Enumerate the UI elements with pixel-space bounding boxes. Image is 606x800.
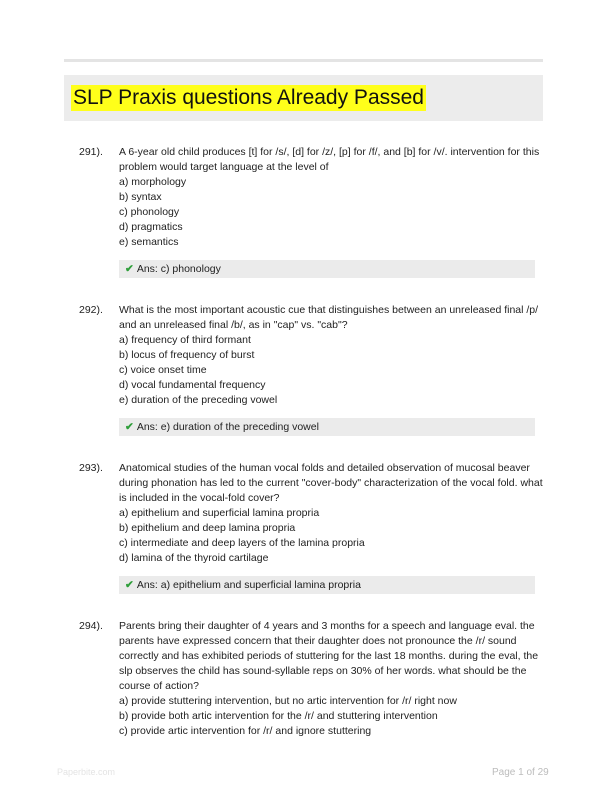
option-c: c) phonology: [119, 206, 180, 218]
option-e: e) duration of the preceding vowel: [119, 394, 278, 406]
option-b: b) locus of frequency of burst: [119, 349, 255, 361]
top-divider: [64, 59, 543, 62]
question-text: A 6-year old child produces [t] for /s/, [d] for /z/, [p] for /f/, and [b] for /v/. intervention for this problem would target language at the level of: [119, 146, 540, 173]
question-text: What is the most important acoustic cue that distinguishes between an unreleased final /p/ and an unreleased final /b/, as in "cap" vs. "cab"?: [119, 304, 539, 331]
answer-text: a) epithelium and superficial lamina propria: [160, 579, 361, 591]
option-d: d) lamina of the thyroid cartilage: [119, 552, 269, 564]
question-291: [79, 145, 549, 278]
check-icon: ✔: [125, 421, 134, 433]
option-d: d) pragmatics: [119, 221, 183, 233]
question-number: 292).: [79, 304, 103, 316]
option-b: b) epithelium and deep lamina propria: [119, 522, 296, 534]
answer-prefix: Ans:: [136, 263, 161, 275]
answer-prefix: Ans:: [136, 579, 161, 591]
footer-site: Paperbite.com: [57, 767, 116, 777]
option-a: a) epithelium and superficial lamina propria: [119, 507, 320, 519]
check-icon: ✔: [125, 579, 134, 591]
option-b: b) provide both artic intervention for the /r/ and stuttering intervention: [119, 710, 438, 722]
answer-box: [119, 576, 535, 594]
answer-box: [119, 418, 535, 436]
title-bar: [64, 75, 543, 121]
question-text: Anatomical studies of the human vocal folds and detailed observation of mucosal beaver during phonation has led to the current "cover-body" characterization of the vocal fold. what is included in the vocal-fold cover?: [119, 462, 543, 504]
answer-text: c) phonology: [160, 263, 221, 275]
question-number: 291).: [79, 146, 103, 158]
option-c: c) intermediate and deep layers of the lamina propria: [119, 537, 365, 549]
question-number: 293).: [79, 462, 103, 474]
option-e: e) semantics: [119, 236, 179, 248]
option-c: c) provide artic intervention for /r/ and ignore stuttering: [119, 725, 372, 737]
answer-box: [119, 260, 535, 278]
answer-text: e) duration of the preceding vowel: [160, 421, 319, 433]
question-number: 294).: [79, 620, 103, 632]
option-a: a) morphology: [119, 176, 187, 188]
page-title: SLP Praxis questions Already Passed: [73, 86, 424, 109]
option-d: d) vocal fundamental frequency: [119, 379, 266, 391]
option-c: c) voice onset time: [119, 364, 207, 376]
page-number: Page 1 of 29: [492, 767, 549, 778]
question-293: [79, 461, 549, 594]
option-a: a) frequency of third formant: [119, 334, 251, 346]
option-a: a) provide stuttering intervention, but no artic intervention for /r/ right now: [119, 695, 457, 707]
question-294: [79, 619, 549, 739]
option-b: b) syntax: [119, 191, 162, 203]
check-icon: ✔: [125, 263, 134, 275]
question-text: Parents bring their daughter of 4 years and 3 months for a speech and language eval. the parents have expressed concern that their daughter does not pronounce the /r/ sound correctly and has exhibited periods of stuttering for the last 18 months. during the eval, the slp observes the child has sound-syllable reps on 30% of her words. what should be the course of action?: [119, 620, 539, 692]
question-292: [79, 303, 549, 436]
answer-prefix: Ans:: [136, 421, 161, 433]
